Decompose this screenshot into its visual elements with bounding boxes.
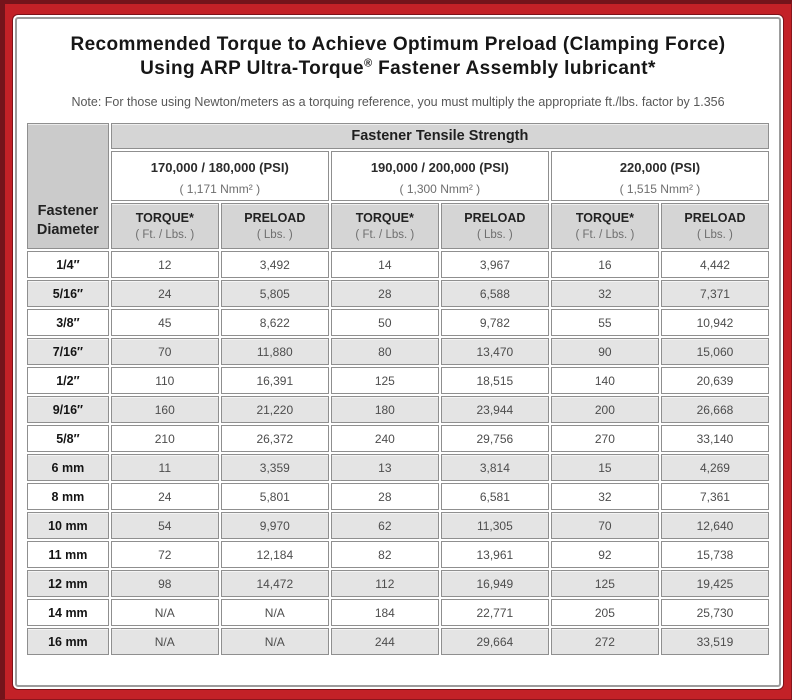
value-cell: 62 bbox=[331, 512, 439, 539]
page-title bbox=[25, 33, 771, 81]
value-cell: 4,442 bbox=[661, 251, 769, 278]
value-cell: 14,472 bbox=[221, 570, 329, 597]
value-cell: 272 bbox=[551, 628, 659, 655]
table-row bbox=[27, 628, 769, 655]
tensile-strength-header: Fastener Tensile Strength bbox=[111, 123, 769, 149]
value-cell: 72 bbox=[111, 541, 219, 568]
value-cell: 25,730 bbox=[661, 599, 769, 626]
table-row bbox=[27, 541, 769, 568]
value-cell: 13,470 bbox=[441, 338, 549, 365]
fastener-diameter-header: Fastener Diameter bbox=[27, 123, 109, 249]
value-cell: 24 bbox=[111, 280, 219, 307]
value-cell: 244 bbox=[331, 628, 439, 655]
table-row bbox=[27, 599, 769, 626]
tensile-header-row bbox=[27, 123, 769, 149]
value-cell: 26,372 bbox=[221, 425, 329, 452]
value-cell: 70 bbox=[111, 338, 219, 365]
diameter-cell: 14 mm bbox=[27, 599, 109, 626]
value-cell: 50 bbox=[331, 309, 439, 336]
value-cell: 10,942 bbox=[661, 309, 769, 336]
value-cell: 3,814 bbox=[441, 454, 549, 481]
table-row bbox=[27, 570, 769, 597]
value-cell: 28 bbox=[331, 483, 439, 510]
psi-value: 190,000 / 200,000 (PSI) bbox=[370, 159, 509, 175]
value-cell: 90 bbox=[551, 338, 659, 365]
value-cell: 9,782 bbox=[441, 309, 549, 336]
value-cell: 28 bbox=[331, 280, 439, 307]
value-cell: 18,515 bbox=[441, 367, 549, 394]
table-row bbox=[27, 309, 769, 336]
value-cell: 140 bbox=[551, 367, 659, 394]
table-row bbox=[27, 280, 769, 307]
nmm-value: ( 1,171 Nmm² ) bbox=[179, 181, 261, 196]
value-cell: 270 bbox=[551, 425, 659, 452]
diameter-cell: 12 mm bbox=[27, 570, 109, 597]
value-cell: 180 bbox=[331, 396, 439, 423]
column-header-row bbox=[27, 203, 769, 249]
table-row bbox=[27, 454, 769, 481]
diameter-cell: 1/4″ bbox=[27, 251, 109, 278]
torque-table bbox=[25, 121, 771, 657]
preload-header bbox=[441, 203, 549, 249]
note-text: Note: For those using Newton/meters as a torquing reference, you must multiply the appropriate ft./lbs. factor by 1.356 bbox=[71, 95, 725, 109]
value-cell: 33,519 bbox=[661, 628, 769, 655]
value-cell: 24 bbox=[111, 483, 219, 510]
value-cell: 205 bbox=[551, 599, 659, 626]
value-cell: 125 bbox=[331, 367, 439, 394]
table-row bbox=[27, 251, 769, 278]
value-cell: 15,060 bbox=[661, 338, 769, 365]
nmm-value: ( 1,515 Nmm² ) bbox=[619, 181, 701, 196]
table-row bbox=[27, 425, 769, 452]
psi-group-190-200 bbox=[331, 151, 549, 201]
value-cell: 5,805 bbox=[221, 280, 329, 307]
value-cell: 7,371 bbox=[661, 280, 769, 307]
diameter-cell: 8 mm bbox=[27, 483, 109, 510]
colhead-sub: ( Ft. / Lbs. ) bbox=[575, 229, 635, 241]
value-cell: 6,581 bbox=[441, 483, 549, 510]
preload-header bbox=[221, 203, 329, 249]
colhead-main: PRELOAD bbox=[684, 211, 746, 225]
value-cell: 110 bbox=[111, 367, 219, 394]
preload-header bbox=[661, 203, 769, 249]
value-cell: 16,391 bbox=[221, 367, 329, 394]
table-row bbox=[27, 483, 769, 510]
value-cell: 11 bbox=[111, 454, 219, 481]
psi-value: 170,000 / 180,000 (PSI) bbox=[150, 159, 289, 175]
table-row bbox=[27, 338, 769, 365]
value-cell: 13,961 bbox=[441, 541, 549, 568]
table-row bbox=[27, 367, 769, 394]
colhead-main: PRELOAD bbox=[464, 211, 526, 225]
value-cell: 9,970 bbox=[221, 512, 329, 539]
nmm-value: ( 1,300 Nmm² ) bbox=[399, 181, 481, 196]
value-cell: 32 bbox=[551, 280, 659, 307]
value-cell: 4,269 bbox=[661, 454, 769, 481]
value-cell: 13 bbox=[331, 454, 439, 481]
table-row bbox=[27, 396, 769, 423]
value-cell: 3,967 bbox=[441, 251, 549, 278]
value-cell: 12,640 bbox=[661, 512, 769, 539]
value-cell: 29,664 bbox=[441, 628, 549, 655]
value-cell: 3,359 bbox=[221, 454, 329, 481]
colhead-sub: ( Ft. / Lbs. ) bbox=[355, 229, 415, 241]
value-cell: 11,305 bbox=[441, 512, 549, 539]
psi-value: 220,000 (PSI) bbox=[619, 159, 701, 175]
diameter-cell: 6 mm bbox=[27, 454, 109, 481]
value-cell: N/A bbox=[111, 599, 219, 626]
value-cell: 80 bbox=[331, 338, 439, 365]
torque-header bbox=[551, 203, 659, 249]
value-cell: 125 bbox=[551, 570, 659, 597]
value-cell: 3,492 bbox=[221, 251, 329, 278]
colhead-main: PRELOAD bbox=[244, 211, 306, 225]
value-cell: 54 bbox=[111, 512, 219, 539]
value-cell: 26,668 bbox=[661, 396, 769, 423]
value-cell: 21,220 bbox=[221, 396, 329, 423]
value-cell: 16 bbox=[551, 251, 659, 278]
colhead-sub: ( Lbs. ) bbox=[697, 229, 733, 241]
value-cell: 12,184 bbox=[221, 541, 329, 568]
value-cell: 22,771 bbox=[441, 599, 549, 626]
value-cell: 92 bbox=[551, 541, 659, 568]
value-cell: 20,639 bbox=[661, 367, 769, 394]
torque-header bbox=[331, 203, 439, 249]
value-cell: N/A bbox=[221, 599, 329, 626]
value-cell: 240 bbox=[331, 425, 439, 452]
title-line-2 bbox=[25, 57, 771, 81]
value-cell: 45 bbox=[111, 309, 219, 336]
diameter-cell: 5/16″ bbox=[27, 280, 109, 307]
value-cell: 6,588 bbox=[441, 280, 549, 307]
colhead-main: TORQUE* bbox=[135, 211, 194, 225]
title-line-2-pre: Using ARP Ultra-Torque bbox=[140, 58, 364, 79]
value-cell: 210 bbox=[111, 425, 219, 452]
value-cell: 11,880 bbox=[221, 338, 329, 365]
value-cell: 23,944 bbox=[441, 396, 549, 423]
value-cell: 12 bbox=[111, 251, 219, 278]
value-cell: 15,738 bbox=[661, 541, 769, 568]
value-cell: 160 bbox=[111, 396, 219, 423]
value-cell: 5,801 bbox=[221, 483, 329, 510]
value-cell: 82 bbox=[331, 541, 439, 568]
colhead-main: TORQUE* bbox=[575, 211, 634, 225]
colhead-sub: ( Lbs. ) bbox=[256, 229, 293, 241]
value-cell: 8,622 bbox=[221, 309, 329, 336]
table-row bbox=[27, 512, 769, 539]
value-cell: 112 bbox=[331, 570, 439, 597]
value-cell: 184 bbox=[331, 599, 439, 626]
value-cell: 7,361 bbox=[661, 483, 769, 510]
value-cell: 16,949 bbox=[441, 570, 549, 597]
value-cell: 98 bbox=[111, 570, 219, 597]
title-line-1: Recommended Torque to Achieve Optimum Preload (Clamping Force) bbox=[70, 34, 726, 55]
value-cell: 19,425 bbox=[661, 570, 769, 597]
value-cell: N/A bbox=[221, 628, 329, 655]
diameter-cell: 10 mm bbox=[27, 512, 109, 539]
colhead-sub: ( Lbs. ) bbox=[476, 229, 513, 241]
diameter-cell: 9/16″ bbox=[27, 396, 109, 423]
value-cell: 55 bbox=[551, 309, 659, 336]
value-cell: 33,140 bbox=[661, 425, 769, 452]
diameter-cell: 1/2″ bbox=[27, 367, 109, 394]
value-cell: 70 bbox=[551, 512, 659, 539]
psi-group-170-180 bbox=[111, 151, 329, 201]
diameter-cell: 7/16″ bbox=[27, 338, 109, 365]
value-cell: 32 bbox=[551, 483, 659, 510]
colhead-sub: ( Ft. / Lbs. ) bbox=[135, 229, 195, 241]
psi-group-220 bbox=[551, 151, 769, 201]
title-line-2-post: Fastener Assembly lubricant* bbox=[372, 58, 656, 79]
value-cell: 29,756 bbox=[441, 425, 549, 452]
value-cell: 14 bbox=[331, 251, 439, 278]
value-cell: 15 bbox=[551, 454, 659, 481]
value-cell: 200 bbox=[551, 396, 659, 423]
diameter-cell: 11 mm bbox=[27, 541, 109, 568]
value-cell: N/A bbox=[111, 628, 219, 655]
torque-header bbox=[111, 203, 219, 249]
diameter-cell: 5/8″ bbox=[27, 425, 109, 452]
diameter-cell: 3/8″ bbox=[27, 309, 109, 336]
content-card bbox=[15, 17, 781, 687]
psi-header-row bbox=[27, 151, 769, 201]
colhead-main: TORQUE* bbox=[355, 211, 414, 225]
registered-trademark-icon: ® bbox=[363, 57, 373, 70]
diameter-cell: 16 mm bbox=[27, 628, 109, 655]
